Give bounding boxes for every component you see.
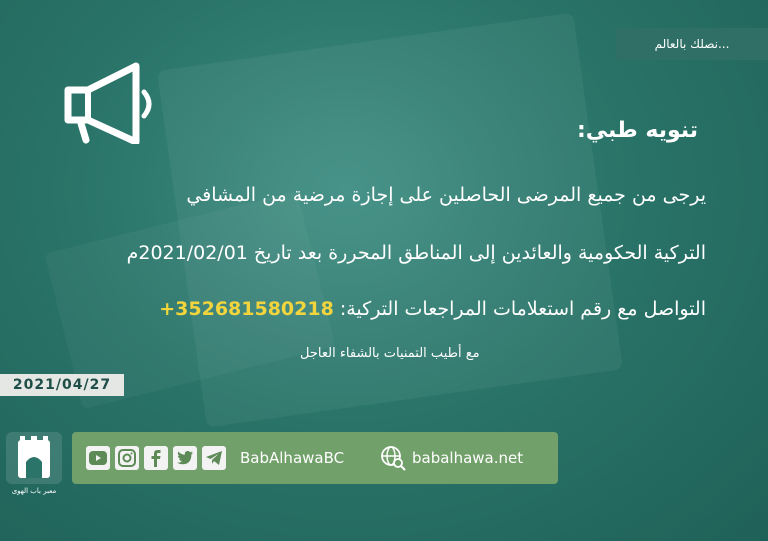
youtube-icon[interactable]: [86, 446, 110, 470]
bab-alhawa-logo: [6, 432, 62, 484]
logo-caption: معبر باب الهوى: [11, 487, 57, 495]
megaphone-icon: [58, 60, 158, 144]
telegram-icon[interactable]: [202, 446, 226, 470]
notice-title: تنويه طبي:: [576, 118, 698, 143]
phone-number: +352681580218: [159, 298, 334, 320]
tagline-banner: نصلك بالعالم...: [616, 28, 768, 60]
date-badge: 2021/04/27: [0, 374, 124, 396]
globe-icon: [380, 445, 406, 471]
website-link[interactable]: babalhawa.net: [412, 449, 524, 467]
notice-line-1: يرجى من جميع المرضى الحاصلين على إجازة مرضية من المشافي: [186, 184, 706, 206]
twitter-icon[interactable]: [173, 446, 197, 470]
notice-line-3: [159, 298, 706, 320]
notice-line-2: التركية الحكومية والعائدين إلى المناطق المحررة بعد تاريخ 2021/02/01م: [126, 242, 706, 264]
gate-logo-icon: [6, 432, 62, 484]
notice-line-3-text: التواصل مع رقم استعلامات المراجعات التركية:: [339, 298, 706, 320]
instagram-icon[interactable]: [115, 446, 139, 470]
wishes-text: مع أطيب التمنيات بالشفاء العاجل: [300, 346, 480, 361]
facebook-icon[interactable]: [144, 446, 168, 470]
social-icons: [86, 446, 226, 470]
social-handle: BabAlhawaBC: [240, 449, 345, 467]
